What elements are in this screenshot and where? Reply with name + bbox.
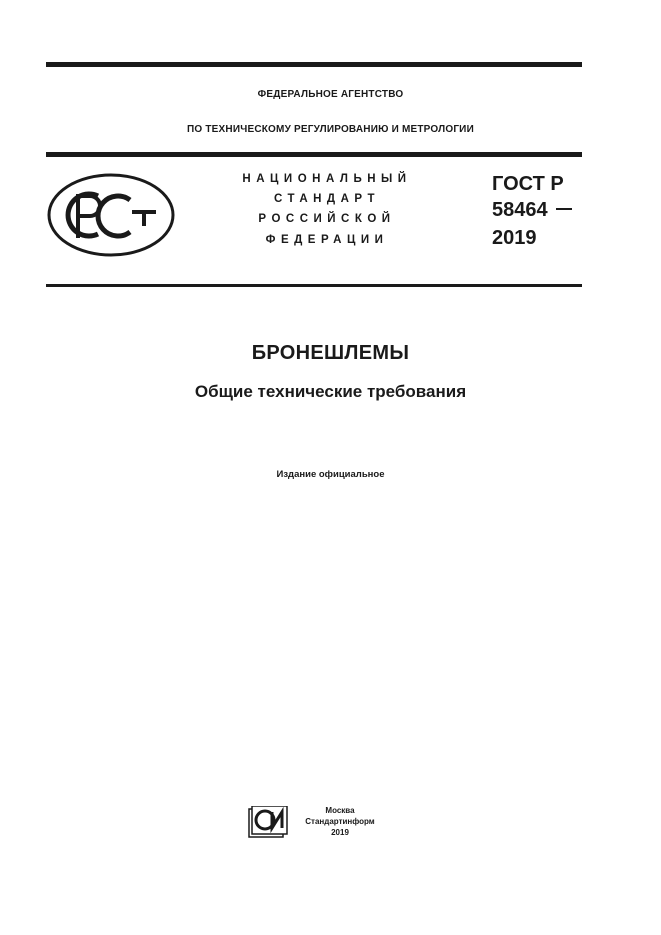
document-subtitle: Общие технические требования [194, 382, 467, 401]
bottom-rule [46, 284, 582, 287]
publisher-city: Москва [325, 806, 355, 815]
status-line3: РОССИЙСКОЙ [258, 213, 396, 225]
agency-name-line2: ПО ТЕХНИЧЕСКОМУ РЕГУЛИРОВАНИЮ И МЕТРОЛОГИИ [187, 124, 474, 135]
document-title: БРОНЕШЛЕМЫ [251, 342, 410, 364]
gost-number: 58464 [492, 199, 548, 221]
rst-certification-emblem-icon [46, 172, 176, 258]
publisher-name: Стандартинформ [305, 817, 375, 826]
status-line1: НАЦИОНАЛЬНЫЙ [242, 173, 412, 185]
gost-year: 2019 [492, 227, 537, 249]
status-line2: СТАНДАРТ [274, 193, 380, 205]
edition-note: Издание официальное [276, 469, 385, 480]
gost-dash [556, 208, 572, 210]
middle-rule [46, 152, 582, 157]
agency-name-line1: ФЕДЕРАЛЬНОЕ АГЕНТСТВО [257, 89, 404, 100]
publisher-year: 2019 [331, 828, 349, 837]
standartinform-logo-icon [248, 806, 288, 838]
gost-designation: ГОСТ Р [492, 173, 564, 195]
top-rule [46, 62, 582, 67]
status-line4: ФЕДЕРАЦИИ [265, 234, 389, 246]
